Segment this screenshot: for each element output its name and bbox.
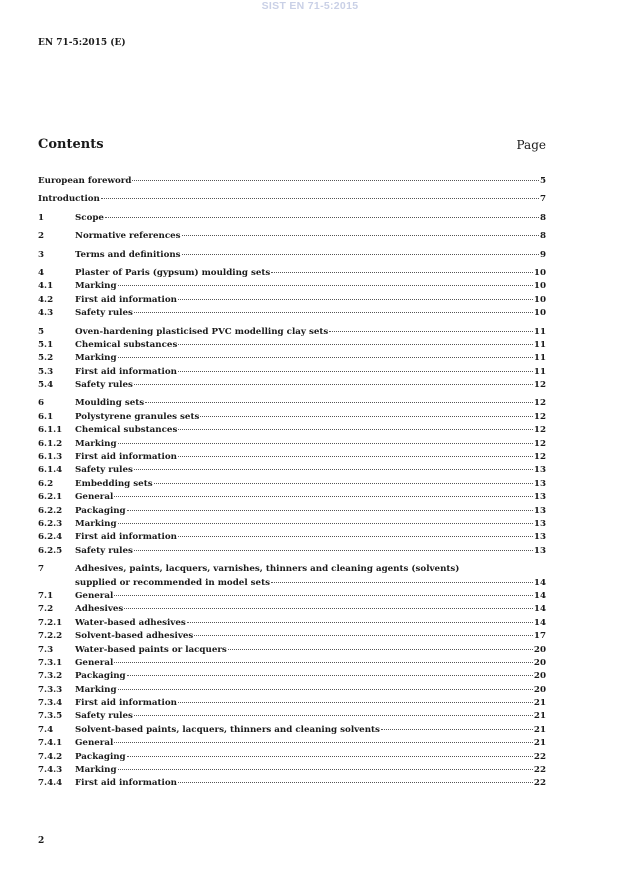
toc-section-number: 6.2.3	[38, 518, 63, 529]
toc-dot-leader	[178, 782, 533, 783]
toc-dot-leader	[124, 608, 533, 609]
toc-page-number: 5	[539, 176, 546, 186]
toc-section-number: 7.3.4	[38, 698, 63, 709]
toc-entry[interactable]	[38, 339, 546, 352]
toc-page-number: 14	[533, 617, 546, 628]
toc-dot-leader	[134, 715, 533, 716]
toc-dot-leader	[127, 510, 533, 511]
toc-section-title: Safety rules	[75, 545, 133, 556]
toc-section-title: General	[75, 590, 114, 601]
toc-section-title: Introduction	[38, 194, 100, 205]
toc-section-title: First aid information	[75, 532, 177, 543]
toc-section-title: First aid information	[75, 366, 177, 377]
toc-entry[interactable]	[38, 451, 546, 464]
toc-dot-leader	[132, 180, 539, 181]
toc-page-number: 20	[533, 671, 546, 682]
toc-entry[interactable]	[38, 710, 546, 723]
toc-page-number: 11	[533, 353, 546, 364]
toc-section-number: 6	[38, 398, 45, 409]
toc-dot-leader	[118, 523, 533, 524]
toc-entry[interactable]	[38, 249, 546, 262]
toc-dot-leader	[145, 402, 533, 403]
toc-section-number: 4.2	[38, 294, 54, 305]
toc-dot-leader	[134, 312, 533, 313]
toc-section-number: 7.4	[38, 724, 54, 735]
toc-section-number: 7.2	[38, 604, 54, 615]
toc-dot-leader	[271, 272, 533, 273]
toc-entry[interactable]	[38, 505, 546, 518]
toc-section-number: 4	[38, 267, 45, 278]
toc-entry[interactable]	[38, 603, 546, 616]
toc-dot-leader	[200, 416, 533, 417]
page-column-label: Page	[516, 138, 546, 152]
toc-page-number: 12	[533, 425, 546, 436]
toc-page-number: 21	[533, 711, 546, 722]
toc-page-number: 7	[539, 194, 546, 205]
toc-section-title: Plaster of Paris (gypsum) moulding sets	[75, 267, 271, 278]
toc-dot-leader	[182, 254, 539, 255]
toc-section-number: 6.1.1	[38, 425, 63, 436]
toc-section-number: 5.2	[38, 353, 54, 364]
toc-page-number: 12	[533, 452, 546, 463]
toc-dot-leader	[178, 702, 533, 703]
toc-entry[interactable]	[38, 724, 546, 737]
toc-entry-continuation[interactable]	[38, 577, 546, 590]
toc-dot-leader	[178, 536, 533, 537]
toc-page-number: 12	[533, 398, 546, 409]
toc-section-number: 4.1	[38, 281, 54, 292]
toc-dot-leader	[178, 456, 533, 457]
toc-section-number: 2	[38, 231, 45, 242]
toc-section-title: Marking	[75, 684, 117, 695]
toc-section-number: 6.2.5	[38, 545, 63, 556]
watermark-text: SIST EN 71-5:2015	[261, 0, 359, 12]
toc-section-title: Adhesives	[75, 604, 124, 615]
toc-dot-leader	[194, 635, 533, 636]
toc-section-title: Normative references	[75, 231, 181, 242]
toc-section-number: 7.3.3	[38, 684, 63, 695]
toc-section-title: Safety rules	[75, 465, 133, 476]
toc-dot-leader	[178, 371, 533, 372]
toc-page-number: 22	[533, 778, 546, 789]
toc-dot-leader	[127, 675, 533, 676]
toc-page-number: 21	[533, 738, 546, 749]
toc-dot-leader	[134, 384, 533, 385]
toc-section-title: Marking	[75, 281, 117, 292]
toc-page-number: 22	[533, 765, 546, 776]
toc-section-title-continued: supplied or recommended in model sets	[75, 577, 270, 588]
page-number: 2	[38, 836, 45, 846]
toc-page-number: 13	[533, 478, 546, 489]
toc-page-number: 20	[533, 657, 546, 668]
toc-page-number: 10	[533, 308, 546, 319]
toc-section-title: Oven-hardening plasticised PVC modelling clay sets	[75, 326, 329, 337]
toc-entry[interactable]	[38, 267, 546, 280]
toc-section-title: Safety rules	[75, 308, 133, 319]
toc-dot-leader	[178, 429, 533, 430]
table-of-contents	[38, 175, 546, 791]
toc-section-title: European foreword	[38, 176, 132, 186]
toc-entry[interactable]	[38, 424, 546, 437]
toc-section-number: 5.4	[38, 380, 54, 391]
toc-page-number: 9	[539, 249, 546, 260]
toc-entry[interactable]	[38, 644, 546, 657]
toc-entry[interactable]	[38, 684, 546, 697]
toc-section-title: Embedding sets	[75, 478, 153, 489]
toc-dot-leader	[118, 285, 533, 286]
toc-page-number: 13	[533, 545, 546, 556]
toc-entry[interactable]	[38, 352, 546, 365]
toc-section-title: Marking	[75, 765, 117, 776]
toc-page-number: 10	[533, 267, 546, 278]
toc-entry[interactable]	[38, 280, 546, 293]
toc-section-title: Water-based paints or lacquers	[75, 644, 227, 655]
toc-dot-leader	[118, 769, 533, 770]
toc-dot-leader	[114, 662, 533, 663]
toc-section-number: 7.4.1	[38, 738, 63, 749]
toc-entry[interactable]	[38, 464, 546, 477]
toc-dot-leader	[329, 331, 533, 332]
toc-section-number: 1	[38, 212, 45, 223]
toc-section-title: Marking	[75, 438, 117, 449]
toc-entry[interactable]	[38, 563, 546, 576]
toc-section-number: 6.1.2	[38, 438, 63, 449]
toc-entry[interactable]	[38, 737, 546, 750]
toc-section-title: Solvent-based paints, lacquers, thinners and cleaning solvents	[75, 724, 380, 735]
document-id: EN 71-5:2015 (E)	[38, 38, 126, 48]
toc-dot-leader	[114, 595, 533, 596]
toc-section-title: General	[75, 738, 114, 749]
toc-dot-leader	[154, 483, 533, 484]
toc-section-number: 5.3	[38, 366, 54, 377]
toc-section-title: Safety rules	[75, 711, 133, 722]
toc-entry[interactable]	[38, 307, 546, 320]
toc-section-number: 3	[38, 249, 45, 260]
toc-entry[interactable]	[38, 777, 546, 790]
toc-dot-leader	[187, 622, 533, 623]
toc-entry[interactable]	[38, 590, 546, 603]
toc-section-title: General	[75, 492, 114, 503]
toc-dot-leader	[182, 235, 539, 236]
toc-entry[interactable]	[38, 697, 546, 710]
toc-section-title: Chemical substances	[75, 425, 178, 436]
toc-section-number: 7.4.4	[38, 778, 63, 789]
toc-entry[interactable]	[38, 764, 546, 777]
toc-section-number: 7.1	[38, 590, 54, 601]
toc-dot-leader	[127, 756, 533, 757]
toc-dot-leader	[178, 299, 533, 300]
toc-section-number: 6.2.4	[38, 532, 63, 543]
toc-section-title: Chemical substances	[75, 339, 178, 350]
toc-section-number: 7	[38, 564, 45, 575]
toc-entry[interactable]	[38, 366, 546, 379]
toc-section-title: First aid information	[75, 294, 177, 305]
toc-entry[interactable]	[38, 518, 546, 531]
toc-section-number: 7.3.5	[38, 711, 63, 722]
toc-page-number: 12	[533, 438, 546, 449]
toc-section-title: First aid information	[75, 452, 177, 463]
toc-dot-leader	[118, 443, 533, 444]
toc-section-title: Safety rules	[75, 380, 133, 391]
toc-section-title: Polystyrene granules sets	[75, 411, 200, 422]
toc-entry[interactable]	[38, 657, 546, 670]
toc-entry[interactable]	[38, 478, 546, 491]
toc-section-number: 6.1.4	[38, 465, 63, 476]
toc-entry[interactable]	[38, 411, 546, 424]
toc-entry[interactable]	[38, 617, 546, 630]
toc-page-number: 11	[533, 339, 546, 350]
toc-entry[interactable]	[38, 193, 546, 206]
toc-section-number: 6.2.1	[38, 492, 63, 503]
toc-page-number: 12	[533, 411, 546, 422]
toc-page-number: 12	[533, 380, 546, 391]
toc-dot-leader	[114, 742, 533, 743]
toc-section-title: Packaging	[75, 751, 126, 762]
toc-page-number: 21	[533, 724, 546, 735]
toc-page-number: 13	[533, 465, 546, 476]
toc-page-number: 21	[533, 698, 546, 709]
toc-entry[interactable]	[38, 230, 546, 243]
toc-page-number: 14	[533, 590, 546, 601]
toc-section-number: 7.3.1	[38, 657, 63, 668]
toc-page-number: 14	[533, 604, 546, 615]
toc-section-title: Terms and definitions	[75, 249, 181, 260]
toc-page-number: 8	[539, 212, 546, 223]
toc-entry[interactable]	[38, 630, 546, 643]
toc-page-number: 11	[533, 366, 546, 377]
toc-entry[interactable]	[38, 212, 546, 225]
contents-heading-row	[38, 136, 546, 154]
toc-dot-leader	[381, 729, 533, 730]
toc-section-number: 4.3	[38, 308, 54, 319]
toc-dot-leader	[228, 649, 533, 650]
toc-section-title: Moulding sets	[75, 398, 145, 409]
toc-section-title: General	[75, 657, 114, 668]
toc-dot-leader	[134, 550, 533, 551]
toc-page-number: 13	[533, 505, 546, 516]
toc-dot-leader	[134, 469, 533, 470]
toc-section-number: 7.2.1	[38, 617, 63, 628]
toc-page-number: 10	[533, 294, 546, 305]
toc-entry[interactable]	[38, 670, 546, 683]
toc-section-title: First aid information	[75, 698, 177, 709]
toc-page-number: 13	[533, 492, 546, 503]
toc-entry[interactable]	[38, 545, 546, 558]
toc-entry[interactable]	[38, 491, 546, 504]
toc-dot-leader	[178, 344, 533, 345]
toc-entry[interactable]	[38, 175, 546, 188]
toc-entry[interactable]	[38, 751, 546, 764]
toc-entry[interactable]	[38, 397, 546, 410]
toc-page-number: 13	[533, 518, 546, 529]
toc-page-number: 13	[533, 532, 546, 543]
toc-page-number: 10	[533, 281, 546, 292]
toc-entry[interactable]	[38, 531, 546, 544]
toc-section-number: 6.2.2	[38, 505, 63, 516]
toc-page-number: 14	[533, 577, 546, 588]
toc-dot-leader	[114, 496, 533, 497]
toc-page-number: 11	[533, 326, 546, 337]
toc-section-number: 7.3	[38, 644, 54, 655]
toc-section-number: 5.1	[38, 339, 54, 350]
toc-page-number: 17	[533, 631, 546, 642]
toc-entry[interactable]	[38, 326, 546, 339]
toc-section-title: Marking	[75, 518, 117, 529]
toc-section-title: Packaging	[75, 671, 126, 682]
toc-section-title: Packaging	[75, 505, 126, 516]
toc-dot-leader	[271, 582, 533, 583]
toc-entry[interactable]	[38, 379, 546, 392]
toc-section-number: 7.4.2	[38, 751, 63, 762]
toc-section-number: 6.1.3	[38, 452, 63, 463]
toc-entry[interactable]	[38, 438, 546, 451]
toc-page-number: 22	[533, 751, 546, 762]
toc-dot-leader	[118, 357, 533, 358]
toc-dot-leader	[101, 198, 539, 199]
contents-heading: Contents	[38, 137, 104, 152]
toc-section-title: First aid information	[75, 778, 177, 789]
toc-section-number: 7.3.2	[38, 671, 63, 682]
toc-page-number: 20	[533, 644, 546, 655]
toc-section-title: Marking	[75, 353, 117, 364]
toc-dot-leader	[105, 217, 539, 218]
toc-page-number: 8	[539, 231, 546, 242]
toc-section-title: Scope	[75, 212, 104, 223]
toc-page-number: 20	[533, 684, 546, 695]
toc-entry[interactable]	[38, 294, 546, 307]
toc-section-number: 7.2.2	[38, 631, 63, 642]
toc-section-number: 5	[38, 326, 45, 337]
toc-section-number: 6.2	[38, 478, 54, 489]
toc-section-title: Water-based adhesives	[75, 617, 186, 628]
toc-section-title: Solvent-based adhesives	[75, 631, 194, 642]
toc-dot-leader	[118, 689, 533, 690]
toc-section-number: 7.4.3	[38, 765, 63, 776]
toc-section-title: Adhesives, paints, lacquers, varnishes, thinners and cleaning agents (solvents)	[75, 564, 460, 575]
toc-section-number: 6.1	[38, 411, 54, 422]
